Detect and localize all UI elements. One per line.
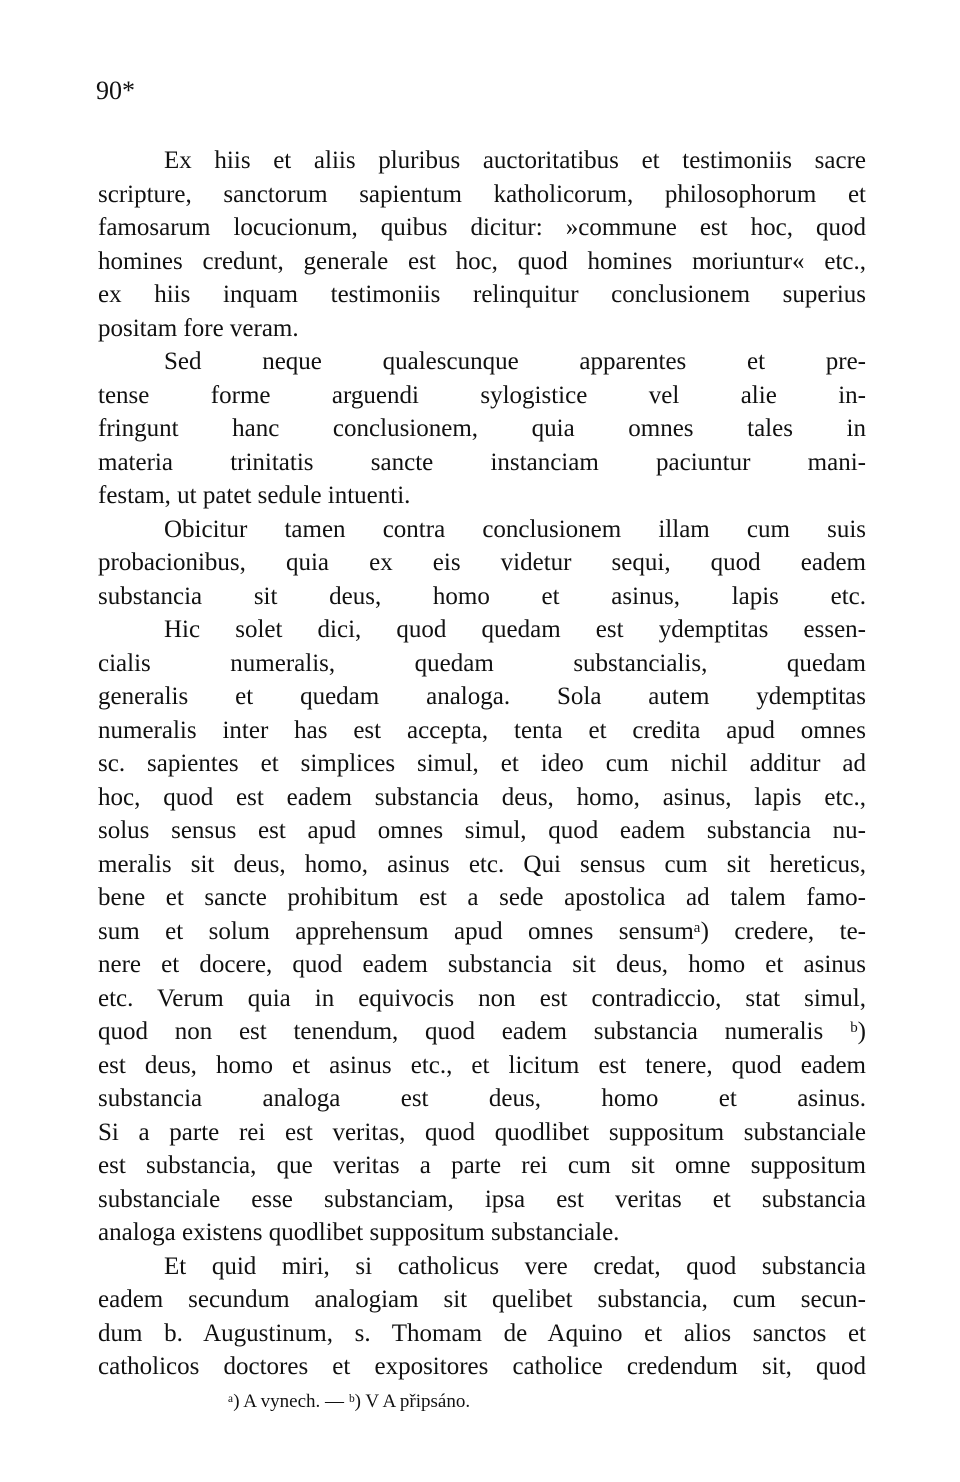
text-line: substancia analoga est deus, homo et asinus. [98, 1085, 866, 1112]
text-line: Sed neque qualescunque apparentes et pre- [164, 348, 866, 375]
text-line: est substancia, que veritas a parte rei cum sit omne suppositum [98, 1152, 866, 1179]
text-line: bene et sancte prohibitum est a sede apostolica ad talem famo- [98, 884, 866, 911]
text-line: analoga existens quodlibet suppositum substanciale. [98, 1219, 620, 1246]
text-line: sum et solum apprehensum apud omnes sensumᵃ) credere, te- [98, 917, 866, 945]
footnote: ᵃ) A vynech. — ᵇ) V A připsáno. [228, 1391, 471, 1412]
text-line: etc. Verum quia in equivocis non est contradiccio, stat simul, [98, 984, 866, 1012]
text-line: Ex hiis et aliis pluribus auctoritatibus et testimoniis sacre [164, 147, 866, 174]
text-line: Hic solet dici, quod quedam est ydemptitas essen- [164, 616, 866, 643]
text-line: probacionibus, quia ex eis videtur sequi, quod eadem [98, 549, 866, 576]
text-line: homines credunt, generale est hoc, quod homines moriuntur« etc., [98, 247, 866, 275]
text-line: eadem secundum analogiam sit quelibet substancia, cum secun- [98, 1286, 866, 1313]
page-number: 90* [96, 76, 135, 105]
text-line: sc. sapientes et simplices simul, et ideo cum nichil additur ad [98, 750, 866, 777]
text-line: materia trinitatis sancte instanciam paciuntur mani- [98, 448, 866, 476]
text-line: positam fore veram. [98, 314, 299, 342]
text-line: nere et docere, quod eadem substancia sit deus, homo et asinus [98, 951, 866, 978]
text-line: est deus, homo et asinus etc., et licitum est tenere, quod eadem [98, 1051, 866, 1079]
text-line: Si a parte rei est veritas, quod quodlibet suppositum substanciale [98, 1118, 866, 1146]
text-line: festam, ut patet sedule intuenti. [98, 482, 411, 509]
text-line: Et quid miri, si catholicus vere credat, quod substancia [164, 1252, 866, 1280]
text-line: catholicos doctores et expositores catholice credendum sit, quod [98, 1353, 866, 1380]
text-line: cialis numeralis, quedam substancialis, quedam [98, 649, 866, 677]
text-line: quod non est tenendum, quod eadem substancia numeralis ᵇ) [98, 1018, 866, 1045]
text-line: numeralis inter has est accepta, tenta et credita apud omnes [98, 716, 866, 744]
text-line: tense forme arguendi sylogistice vel alie in- [98, 381, 866, 409]
text-line: ex hiis inquam testimoniis relinquitur conclusionem superius [98, 281, 866, 308]
text-line: dum b. Augustinum, s. Thomam de Aquino et alios sanctos et [98, 1319, 866, 1347]
text-line: substanciale esse substanciam, ipsa est veritas et substancia [98, 1185, 866, 1213]
text-line: scripture, sanctorum sapientum katholicorum, philosophorum et [98, 180, 866, 208]
text-line: fringunt hanc conclusionem, quia omnes tales in [98, 415, 866, 442]
text-line: Obicitur tamen contra conclusionem illam cum suis [164, 515, 866, 543]
text-line: hoc, quod est eadem substancia deus, homo, asinus, lapis etc., [98, 783, 866, 811]
text-line: substancia sit deus, homo et asinus, lapis etc. [98, 582, 866, 610]
text-line: famosarum locucionum, quibus dicitur: »commune est hoc, quod [98, 214, 866, 241]
body-text [98, 144, 866, 1384]
text-line: solus sensus est apud omnes simul, quod eadem substancia nu- [98, 817, 866, 844]
text-line: generalis et quedam analoga. Sola autem ydemptitas [98, 683, 866, 710]
text-line: meralis sit deus, homo, asinus etc. Qui sensus cum sit hereticus, [98, 850, 866, 878]
